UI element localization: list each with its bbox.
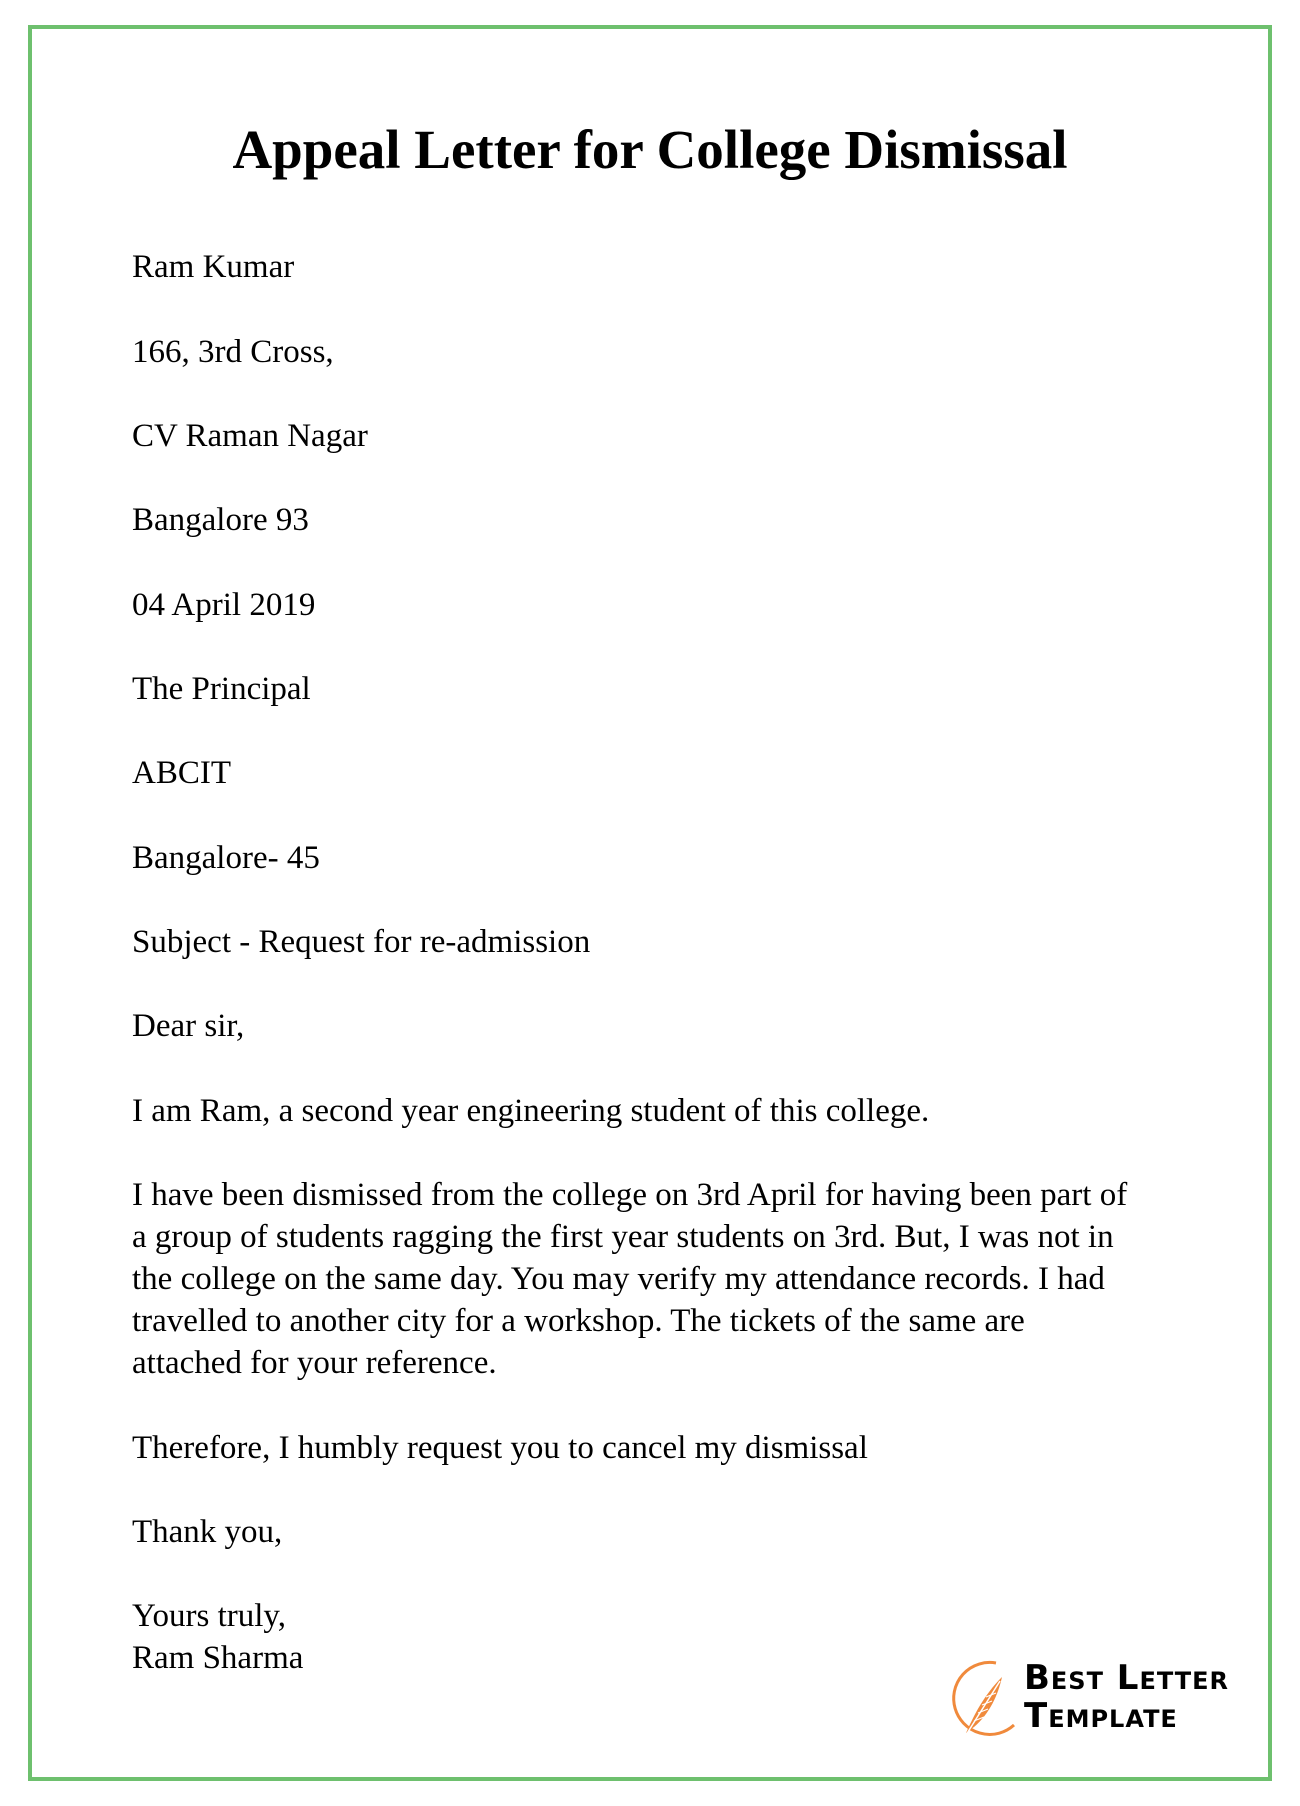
sender-address-line2: CV Raman Nagar bbox=[132, 418, 368, 454]
body-request: Therefore, I humbly request you to cancel my dismissal bbox=[132, 1430, 868, 1466]
recipient-city: Bangalore- 45 bbox=[132, 840, 320, 876]
closing-thanks: Thank you, bbox=[132, 1514, 283, 1550]
letter-date: 04 April 2019 bbox=[132, 587, 316, 623]
body-paragraph-line: travelled to another city for a workshop. The tickets of the same are bbox=[132, 1303, 1025, 1339]
body-paragraph-line: the college on the same day. You may verify my attendance records. I had bbox=[132, 1261, 1105, 1297]
recipient-org: ABCIT bbox=[132, 755, 231, 791]
signature-name: Ram Sharma bbox=[132, 1640, 304, 1676]
brand-logo bbox=[944, 1655, 1244, 1745]
sender-name: Ram Kumar bbox=[132, 249, 295, 285]
feather-circle-icon bbox=[944, 1655, 1024, 1745]
body-paragraph-line: I have been dismissed from the college on 3rd April for having been part of bbox=[132, 1177, 1128, 1213]
logo-wordmark bbox=[1024, 1659, 1229, 1735]
body-paragraph-line: attached for your reference. bbox=[132, 1345, 497, 1381]
body-intro: I am Ram, a second year engineering student of this college. bbox=[132, 1093, 930, 1129]
sender-city: Bangalore 93 bbox=[132, 502, 309, 538]
sender-address-line1: 166, 3rd Cross, bbox=[132, 334, 334, 370]
recipient-title: The Principal bbox=[132, 671, 311, 707]
logo-line2: Template bbox=[1024, 1696, 1178, 1736]
logo-line1: Best Letter bbox=[1024, 1658, 1230, 1698]
salutation: Dear sir, bbox=[132, 1008, 245, 1044]
subject-line: Subject - Request for re-admission bbox=[132, 924, 591, 960]
body-paragraph-line: a group of students ragging the first year students on 3rd. But, I was not in bbox=[132, 1219, 1114, 1255]
closing-signoff: Yours truly, bbox=[132, 1598, 287, 1634]
letter-title: Appeal Letter for College Dismissal bbox=[232, 119, 1068, 180]
